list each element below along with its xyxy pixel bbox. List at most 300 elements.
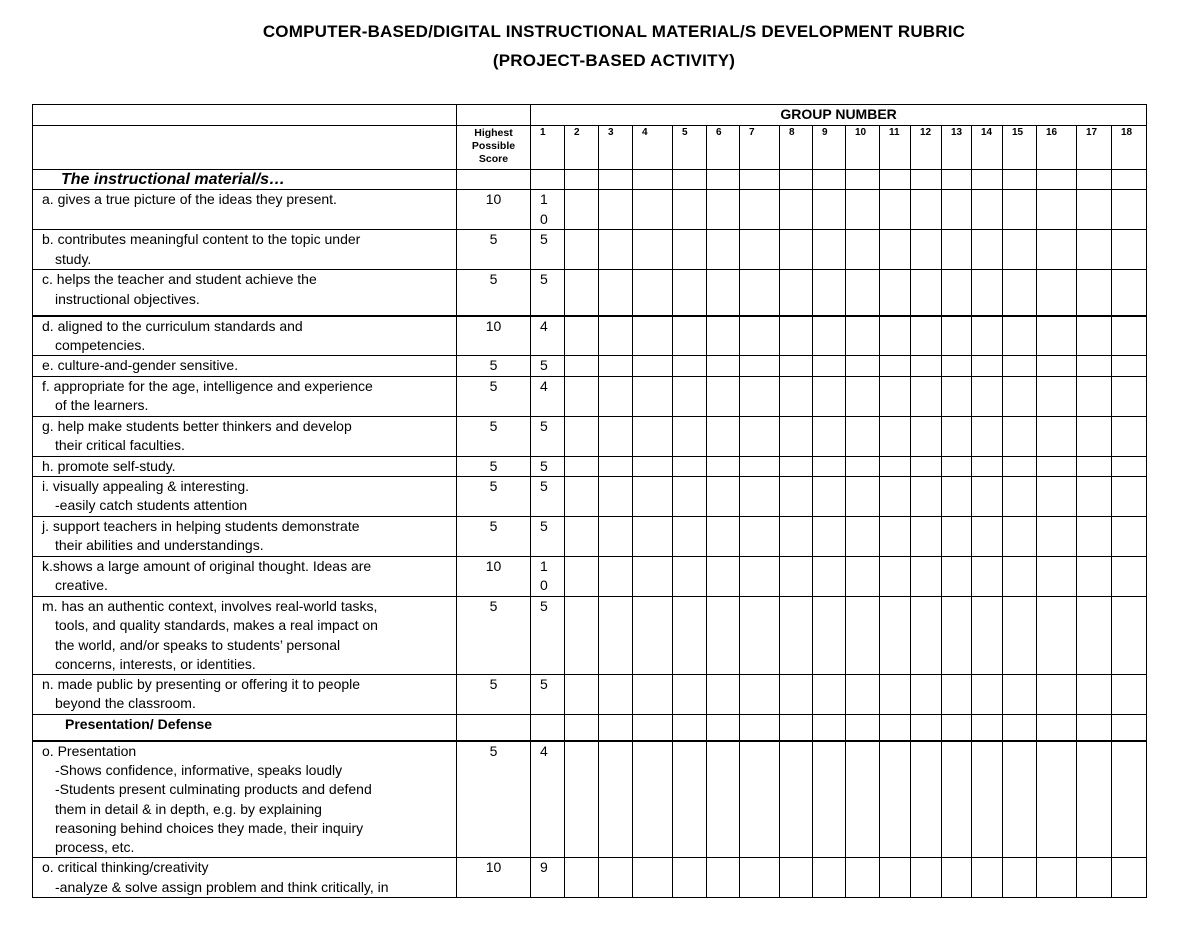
- score-cell-group-15: [1003, 190, 1037, 230]
- score-cell-group-8: [780, 675, 813, 715]
- section-label-instructional-material: The instructional material/s…: [33, 170, 457, 190]
- group-column-header: 2: [565, 126, 599, 170]
- score-cell-group-11: [880, 230, 911, 270]
- criterion-text-continued: study.: [55, 250, 92, 267]
- score-cell-group-9: [813, 675, 846, 715]
- group-column-header: 3: [599, 126, 633, 170]
- score-cell-group-4: [633, 596, 673, 674]
- score-cell-group-8: [780, 715, 813, 741]
- document-title: COMPUTER-BASED/DIGITAL INSTRUCTIONAL MATERIAL/S DEVELOPMENT RUBRIC: [262, 22, 966, 41]
- criterion-text-continued: -Shows confidence, informative, speaks loudly: [55, 761, 343, 778]
- score-cell-group-2: [565, 376, 599, 416]
- score-cell-group-2: [565, 596, 599, 674]
- score-cell-group-5: [673, 376, 707, 416]
- score-cell-group-7: [740, 416, 780, 456]
- score-cell-group-7: [740, 858, 780, 898]
- score-cell-group-11: [880, 356, 911, 376]
- score-cell-group-5: [673, 715, 707, 741]
- group-column-header: 8: [780, 126, 813, 170]
- score-cell-group-18: [1112, 596, 1147, 674]
- score-cell-group-2: [565, 715, 599, 741]
- score-cell-group-12: [911, 190, 942, 230]
- score-cell-group-15: [1003, 858, 1037, 898]
- score-value: 5: [540, 676, 548, 693]
- score-cell-group-9: [813, 741, 846, 858]
- criterion-text-continued: their critical faculties.: [55, 436, 185, 453]
- score-cell-group-13: [942, 715, 972, 741]
- score-cell-group-6: [707, 741, 740, 858]
- criterion-text: e. culture-and-gender sensitive.: [42, 357, 239, 374]
- score-cell-group-12: [911, 556, 942, 596]
- score-cell-group-14: [972, 190, 1003, 230]
- table-row: [33, 476, 1147, 516]
- score-value: 9: [540, 859, 548, 876]
- score-cell-group-16: [1037, 456, 1077, 476]
- score-cell-group-1: [531, 476, 565, 516]
- highest-possible-score-value: 10: [457, 316, 531, 356]
- score-cell-group-13: [942, 356, 972, 376]
- score-value: 1: [540, 557, 548, 574]
- score-cell-group-15: [1003, 416, 1037, 456]
- score-cell-group-16: [1037, 675, 1077, 715]
- score-cell-group-12: [911, 675, 942, 715]
- score-cell-group-10: [846, 476, 880, 516]
- score-cell-group-3: [599, 356, 633, 376]
- score-cell-group-3: [599, 715, 633, 741]
- criterion-cell: [33, 376, 457, 416]
- criterion-text: n. made public by presenting or offering it to people: [42, 676, 361, 693]
- score-cell-group-18: [1112, 516, 1147, 556]
- score-cell-group-4: [633, 316, 673, 356]
- score-cell-group-5: [673, 675, 707, 715]
- score-cell-group-17: [1077, 596, 1112, 674]
- criterion-text: k.shows a large amount of original thought. Ideas are: [42, 557, 372, 574]
- score-cell-group-1: [531, 270, 565, 316]
- score-cell-group-16: [1037, 356, 1077, 376]
- score-cell-group-6: [707, 675, 740, 715]
- score-cell-group-16: [1037, 270, 1077, 316]
- highest-possible-score-value: 5: [457, 270, 531, 316]
- table-row: [33, 596, 1147, 674]
- score-cell-group-8: [780, 190, 813, 230]
- highest-possible-score-value: 5: [457, 596, 531, 674]
- score-cell-group-2: [565, 270, 599, 316]
- score-cell-group-5: [673, 190, 707, 230]
- score-cell-group-11: [880, 456, 911, 476]
- score-cell-group-11: [880, 858, 911, 898]
- criterion-cell: [33, 356, 457, 376]
- highest-possible-score-value: 5: [457, 230, 531, 270]
- score-value: 5: [540, 457, 548, 474]
- group-column-header: 12: [911, 126, 942, 170]
- score-cell-group-6: [707, 376, 740, 416]
- table-row: [33, 516, 1147, 556]
- score-value: 5: [540, 597, 548, 614]
- criterion-text: b. contributes meaningful content to the topic under: [42, 231, 361, 248]
- score-cell-group-2: [565, 456, 599, 476]
- score-cell-group-18: [1112, 170, 1147, 190]
- score-value: 4: [540, 377, 548, 394]
- score-cell-group-14: [972, 476, 1003, 516]
- score-value: 4: [540, 742, 548, 759]
- score-cell-group-12: [911, 456, 942, 476]
- score-cell-group-1: [531, 456, 565, 476]
- score-cell-group-9: [813, 596, 846, 674]
- score-cell-group-13: [942, 596, 972, 674]
- score-cell-group-7: [740, 516, 780, 556]
- highest-possible-score-value: 10: [457, 190, 531, 230]
- table-row: [33, 376, 1147, 416]
- score-cell-group-18: [1112, 270, 1147, 316]
- criterion-cell: [33, 270, 457, 316]
- score-cell-group-4: [633, 230, 673, 270]
- criterion-text: c. helps the teacher and student achieve the: [42, 271, 317, 288]
- highest-possible-score-value: 5: [457, 416, 531, 456]
- table-row: [33, 416, 1147, 456]
- highest-possible-score-value: 5: [457, 456, 531, 476]
- score-cell-group-2: [565, 476, 599, 516]
- score-cell-group-11: [880, 675, 911, 715]
- score-cell-group-17: [1077, 456, 1112, 476]
- score-cell-group-9: [813, 858, 846, 898]
- score-cell-group-2: [565, 516, 599, 556]
- criterion-text-continued: process, etc.: [55, 839, 135, 856]
- criterion-text: h. promote self-study.: [42, 457, 176, 474]
- table-row: [33, 270, 1147, 316]
- score-cell-group-4: [633, 270, 673, 316]
- score-cell-group-11: [880, 516, 911, 556]
- group-column-header: 18: [1112, 126, 1147, 170]
- table-row: [33, 556, 1147, 596]
- criterion-text: m. has an authentic context, involves real-world tasks,: [42, 597, 378, 614]
- score-cell-group-8: [780, 858, 813, 898]
- score-cell-group-13: [942, 316, 972, 356]
- highest-possible-score-value: 10: [457, 858, 531, 898]
- score-cell-group-14: [972, 356, 1003, 376]
- score-cell-group-16: [1037, 596, 1077, 674]
- score-cell-group-11: [880, 715, 911, 741]
- score-cell-group-2: [565, 356, 599, 376]
- score-cell-group-1: [531, 858, 565, 898]
- score-cell-group-14: [972, 170, 1003, 190]
- score-cell-group-7: [740, 741, 780, 858]
- criterion-text-continued: competencies.: [55, 337, 146, 354]
- score-cell-group-12: [911, 596, 942, 674]
- group-column-header: 6: [707, 126, 740, 170]
- score-cell-group-15: [1003, 476, 1037, 516]
- criterion-text-continued: beyond the classroom.: [55, 695, 196, 712]
- score-cell-group-18: [1112, 556, 1147, 596]
- score-value: 5: [540, 417, 548, 434]
- score-cell-group-13: [942, 416, 972, 456]
- score-cell-group-18: [1112, 675, 1147, 715]
- score-cell-group-10: [846, 230, 880, 270]
- score-cell-group-4: [633, 556, 673, 596]
- score-value: 5: [540, 231, 548, 248]
- score-cell-group-18: [1112, 456, 1147, 476]
- score-cell-group-9: [813, 556, 846, 596]
- rubric-body: [33, 105, 1147, 898]
- group-column-header: 7: [740, 126, 780, 170]
- hps-cell: [457, 715, 531, 741]
- score-cell-group-1: [531, 516, 565, 556]
- criterion-cell: [33, 230, 457, 270]
- score-cell-group-2: [565, 556, 599, 596]
- score-cell-group-6: [707, 456, 740, 476]
- score-cell-group-10: [846, 416, 880, 456]
- criterion-text-continued: reasoning behind choices they made, their inquiry: [55, 819, 364, 836]
- group-number-header: GROUP NUMBER: [531, 105, 1147, 126]
- score-cell-group-12: [911, 356, 942, 376]
- score-cell-group-18: [1112, 376, 1147, 416]
- score-cell-group-1: [531, 376, 565, 416]
- score-cell-group-15: [1003, 230, 1037, 270]
- criterion-cell: [33, 596, 457, 674]
- score-cell-group-5: [673, 170, 707, 190]
- score-cell-group-10: [846, 556, 880, 596]
- score-cell-group-15: [1003, 675, 1037, 715]
- score-cell-group-3: [599, 416, 633, 456]
- score-cell-group-11: [880, 741, 911, 858]
- rubric-table: [32, 104, 1147, 898]
- score-cell-group-1: [531, 316, 565, 356]
- score-cell-group-7: [740, 476, 780, 516]
- criterion-cell: [33, 556, 457, 596]
- score-cell-group-12: [911, 715, 942, 741]
- score-cell-group-6: [707, 270, 740, 316]
- score-cell-group-4: [633, 715, 673, 741]
- score-cell-group-16: [1037, 516, 1077, 556]
- score-cell-group-8: [780, 376, 813, 416]
- criterion-text-continued: -easily catch students attention: [55, 497, 248, 514]
- score-cell-group-9: [813, 316, 846, 356]
- score-cell-group-3: [599, 376, 633, 416]
- score-cell-group-6: [707, 556, 740, 596]
- score-cell-group-5: [673, 741, 707, 858]
- score-cell-group-12: [911, 170, 942, 190]
- score-cell-group-9: [813, 230, 846, 270]
- score-cell-group-14: [972, 376, 1003, 416]
- score-cell-group-9: [813, 416, 846, 456]
- score-cell-group-10: [846, 170, 880, 190]
- criterion-text: g. help make students better thinkers and develop: [42, 417, 352, 434]
- group-column-header: 1: [531, 126, 565, 170]
- score-cell-group-16: [1037, 190, 1077, 230]
- highest-possible-score-value: 5: [457, 356, 531, 376]
- score-cell-group-10: [846, 270, 880, 316]
- criterion-text-continued: tools, and quality standards, makes a real impact on: [55, 617, 378, 634]
- score-cell-group-5: [673, 556, 707, 596]
- criterion-text-continued: -analyze & solve assign problem and think critically, in: [55, 878, 389, 895]
- score-cell-group-5: [673, 316, 707, 356]
- score-cell-group-3: [599, 476, 633, 516]
- score-cell-group-12: [911, 376, 942, 416]
- score-cell-group-17: [1077, 416, 1112, 456]
- score-cell-group-8: [780, 416, 813, 456]
- score-cell-group-18: [1112, 190, 1147, 230]
- criterion-text-continued: instructional objectives.: [55, 290, 200, 307]
- score-cell-group-15: [1003, 356, 1037, 376]
- score-cell-group-4: [633, 416, 673, 456]
- score-cell-group-2: [565, 230, 599, 270]
- group-column-header: 9: [813, 126, 846, 170]
- criterion-cell: [33, 516, 457, 556]
- score-cell-group-17: [1077, 376, 1112, 416]
- score-cell-group-7: [740, 456, 780, 476]
- score-cell-group-3: [599, 858, 633, 898]
- hps-header-top-cell: [457, 105, 531, 126]
- table-row: [33, 456, 1147, 476]
- criteria-header-blank: [33, 126, 457, 170]
- score-cell-group-17: [1077, 675, 1112, 715]
- score-cell-group-3: [599, 456, 633, 476]
- score-cell-group-17: [1077, 270, 1112, 316]
- score-cell-group-16: [1037, 715, 1077, 741]
- score-cell-group-8: [780, 456, 813, 476]
- criterion-text-continued: -Students present culminating products and defend: [55, 781, 372, 798]
- score-cell-group-12: [911, 416, 942, 456]
- criterion-text-continued: concerns, interests, or identities.: [55, 655, 256, 672]
- group-column-header: 13: [942, 126, 972, 170]
- criterion-text-continued: of the learners.: [55, 396, 149, 413]
- score-cell-group-8: [780, 170, 813, 190]
- section-label-presentation-defense: Presentation/ Defense: [33, 715, 457, 741]
- highest-possible-score-value: 5: [457, 476, 531, 516]
- score-cell-group-14: [972, 230, 1003, 270]
- score-cell-group-4: [633, 858, 673, 898]
- score-cell-group-4: [633, 170, 673, 190]
- score-cell-group-8: [780, 596, 813, 674]
- score-cell-group-8: [780, 516, 813, 556]
- criterion-text-continued: their abilities and understandings.: [55, 537, 264, 554]
- score-cell-group-14: [972, 556, 1003, 596]
- criterion-cell: [33, 858, 457, 898]
- score-cell-group-5: [673, 596, 707, 674]
- table-row: [33, 230, 1147, 270]
- score-cell-group-13: [942, 456, 972, 476]
- score-cell-group-14: [972, 316, 1003, 356]
- score-cell-group-15: [1003, 170, 1037, 190]
- score-cell-group-18: [1112, 741, 1147, 858]
- score-cell-group-5: [673, 516, 707, 556]
- score-cell-group-11: [880, 190, 911, 230]
- highest-possible-score-value: 5: [457, 376, 531, 416]
- score-cell-group-16: [1037, 741, 1077, 858]
- criterion-text-continued: them in detail & in depth, e.g. by explaining: [55, 800, 322, 817]
- score-cell-group-11: [880, 376, 911, 416]
- score-cell-group-2: [565, 190, 599, 230]
- score-cell-group-5: [673, 356, 707, 376]
- score-cell-group-1: [531, 741, 565, 858]
- score-cell-group-8: [780, 230, 813, 270]
- score-cell-group-12: [911, 858, 942, 898]
- score-cell-group-6: [707, 190, 740, 230]
- criterion-text-continued: the world, and/or speaks to students’ personal: [55, 636, 341, 653]
- score-cell-group-9: [813, 476, 846, 516]
- score-cell-group-3: [599, 596, 633, 674]
- score-cell-group-1: [531, 356, 565, 376]
- score-cell-group-13: [942, 858, 972, 898]
- score-cell-group-6: [707, 715, 740, 741]
- score-cell-group-8: [780, 316, 813, 356]
- score-cell-group-14: [972, 456, 1003, 476]
- score-cell-group-10: [846, 596, 880, 674]
- score-cell-group-10: [846, 316, 880, 356]
- criterion-text: o. Presentation: [42, 742, 137, 759]
- score-cell-group-6: [707, 316, 740, 356]
- score-cell-group-12: [911, 270, 942, 316]
- score-cell-group-6: [707, 356, 740, 376]
- score-cell-group-9: [813, 456, 846, 476]
- score-cell-group-8: [780, 556, 813, 596]
- score-cell-group-4: [633, 741, 673, 858]
- score-cell-group-2: [565, 741, 599, 858]
- group-column-header: 5: [673, 126, 707, 170]
- criterion-text: f. appropriate for the age, intelligence and experience: [42, 377, 373, 394]
- criterion-cell: [33, 416, 457, 456]
- criterion-cell: [33, 675, 457, 715]
- score-cell-group-7: [740, 556, 780, 596]
- score-cell-group-12: [911, 741, 942, 858]
- score-cell-group-7: [740, 715, 780, 741]
- criterion-text: j. support teachers in helping students demonstrate: [42, 517, 360, 534]
- group-column-header: 16: [1037, 126, 1077, 170]
- criterion-text: i. visually appealing & interesting.: [42, 477, 250, 494]
- score-cell-group-8: [780, 356, 813, 376]
- score-cell-group-13: [942, 170, 972, 190]
- highest-possible-score-header: Highest Possible Score: [457, 126, 531, 170]
- score-cell-group-17: [1077, 476, 1112, 516]
- score-cell-group-16: [1037, 230, 1077, 270]
- score-cell-group-5: [673, 858, 707, 898]
- score-cell-group-10: [846, 741, 880, 858]
- score-value: 5: [540, 271, 548, 288]
- score-cell-group-11: [880, 556, 911, 596]
- score-value: 0: [540, 210, 548, 227]
- criterion-cell: [33, 190, 457, 230]
- score-cell-group-18: [1112, 858, 1147, 898]
- score-cell-group-5: [673, 416, 707, 456]
- score-cell-group-9: [813, 356, 846, 376]
- criterion-text: o. critical thinking/creativity: [42, 859, 209, 876]
- score-cell-group-17: [1077, 356, 1112, 376]
- score-cell-group-2: [565, 675, 599, 715]
- score-cell-group-9: [813, 516, 846, 556]
- score-cell-group-2: [565, 858, 599, 898]
- score-cell-group-11: [880, 270, 911, 316]
- highest-possible-score-value: 5: [457, 516, 531, 556]
- score-cell-group-12: [911, 316, 942, 356]
- table-row: [33, 858, 1147, 898]
- group-column-header: 10: [846, 126, 880, 170]
- table-row: [33, 126, 1147, 170]
- score-cell-group-14: [972, 416, 1003, 456]
- score-cell-group-17: [1077, 170, 1112, 190]
- criteria-header-cell: [33, 105, 457, 126]
- score-cell-group-13: [942, 270, 972, 316]
- score-cell-group-15: [1003, 715, 1037, 741]
- table-row: [33, 190, 1147, 230]
- score-cell-group-3: [599, 556, 633, 596]
- score-cell-group-15: [1003, 556, 1037, 596]
- score-cell-group-2: [565, 416, 599, 456]
- score-cell-group-13: [942, 556, 972, 596]
- score-cell-group-13: [942, 741, 972, 858]
- score-cell-group-10: [846, 675, 880, 715]
- group-column-header: 17: [1077, 126, 1112, 170]
- score-cell-group-11: [880, 596, 911, 674]
- score-cell-group-6: [707, 596, 740, 674]
